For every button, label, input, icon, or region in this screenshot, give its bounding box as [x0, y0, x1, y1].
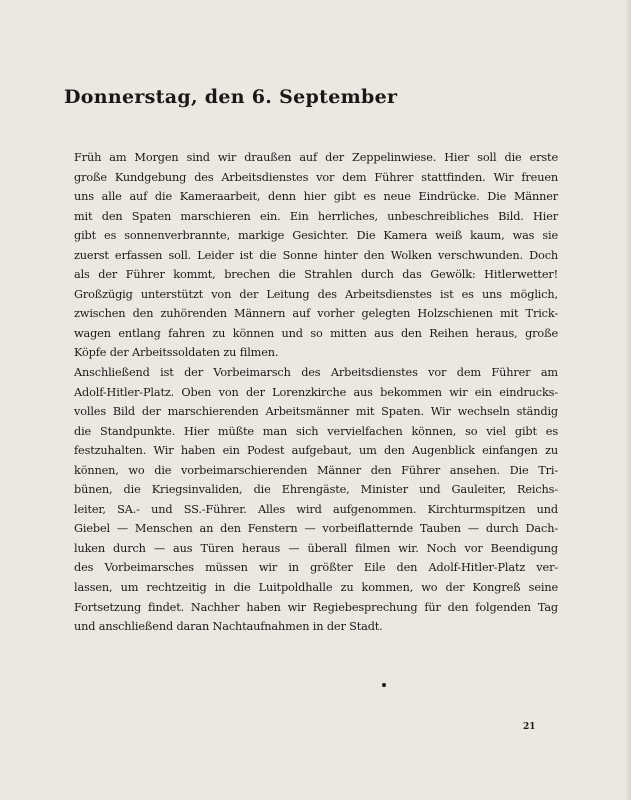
- text-line: gibt es sonnenverbrannte, markige Gesichter. Die Kamera weiß kaum, was sie: [74, 229, 558, 243]
- text-line: uns alle auf die Kameraarbeit, denn hier gibt es neue Eindrücke. Die Männer: [74, 190, 558, 204]
- text-line: die Standpunkte. Hier müßte man sich vervielfachen können, so viel gibt es: [74, 424, 558, 438]
- text-line: Fortsetzung findet. Nachher haben wir Regiebesprechung für den folgenden Tag: [74, 600, 558, 614]
- text-line: Köpfe der Arbeitssoldaten zu filmen.: [74, 346, 279, 360]
- ink-speck: [382, 683, 386, 687]
- body-text: [74, 148, 558, 637]
- text-line: Adolf-Hitler-Platz. Oben von der Lorenzkirche aus bekommen wir ein eindrucks-: [74, 385, 558, 399]
- text-line: wagen entlang fahren zu können und so mitten aus den Reihen heraus, große: [74, 326, 558, 340]
- text-line: Anschließend ist der Vorbeimarsch des Arbeitsdienstes vor dem Führer am: [74, 366, 558, 380]
- text-line: bünen, die Kriegsinvaliden, die Ehrengäste, Minister und Gauleiter, Reichs-: [74, 483, 558, 497]
- text-line: können, wo die vorbeimarschierenden Männer den Führer ansehen. Die Tri-: [74, 463, 558, 477]
- text-line: des Vorbeimarsches müssen wir in größter Eile den Adolf-Hitler-Platz ver-: [74, 561, 558, 575]
- text-line: festzuhalten. Wir haben ein Podest aufgebaut, um den Augenblick einfangen zu: [74, 444, 558, 458]
- text-line: Großzügig unterstützt von der Leitung des Arbeitsdienstes ist es uns möglich,: [74, 287, 558, 301]
- text-line: mit den Spaten marschieren ein. Ein herrliches, unbeschreibliches Bild. Hier: [74, 209, 558, 223]
- text-line: zwischen den zuhörenden Männern auf vorher gelegten Holzschienen mit Trick-: [74, 307, 558, 321]
- text-line: leiter, SA.- und SS.-Führer. Alles wird aufgenommen. Kirchturmspitzen und: [74, 502, 558, 516]
- text-line: zuerst erfassen soll. Leider ist die Sonne hinter den Wolken verschwunden. Doch: [74, 248, 558, 262]
- text-line: und anschließend daran Nachtaufnahmen in der Stadt.: [74, 620, 383, 634]
- text-line: Giebel — Menschen an den Fenstern — vorbeiflatternde Tauben — durch Dach-: [74, 522, 558, 536]
- text-line: luken durch — aus Türen heraus — überall filmen wir. Noch vor Beendigung: [74, 541, 558, 555]
- page-heading: Donnerstag, den 6. September: [64, 86, 398, 108]
- text-line: Früh am Morgen sind wir draußen auf der Zeppelinwiese. Hier soll die erste: [74, 151, 558, 164]
- text-line: als der Führer kommt, brechen die Strahlen durch das Gewölk: Hitlerwetter!: [74, 268, 558, 282]
- text-line: volles Bild der marschierenden Arbeitsmänner mit Spaten. Wir wechseln ständig: [74, 405, 558, 419]
- text-line: lassen, um rechtzeitig in die Luitpoldhalle zu kommen, wo der Kongreß seine: [74, 581, 558, 595]
- text-line: große Kundgebung des Arbeitsdienstes vor dem Führer stattfinden. Wir freuen: [74, 170, 558, 184]
- page-number: 21: [523, 722, 536, 732]
